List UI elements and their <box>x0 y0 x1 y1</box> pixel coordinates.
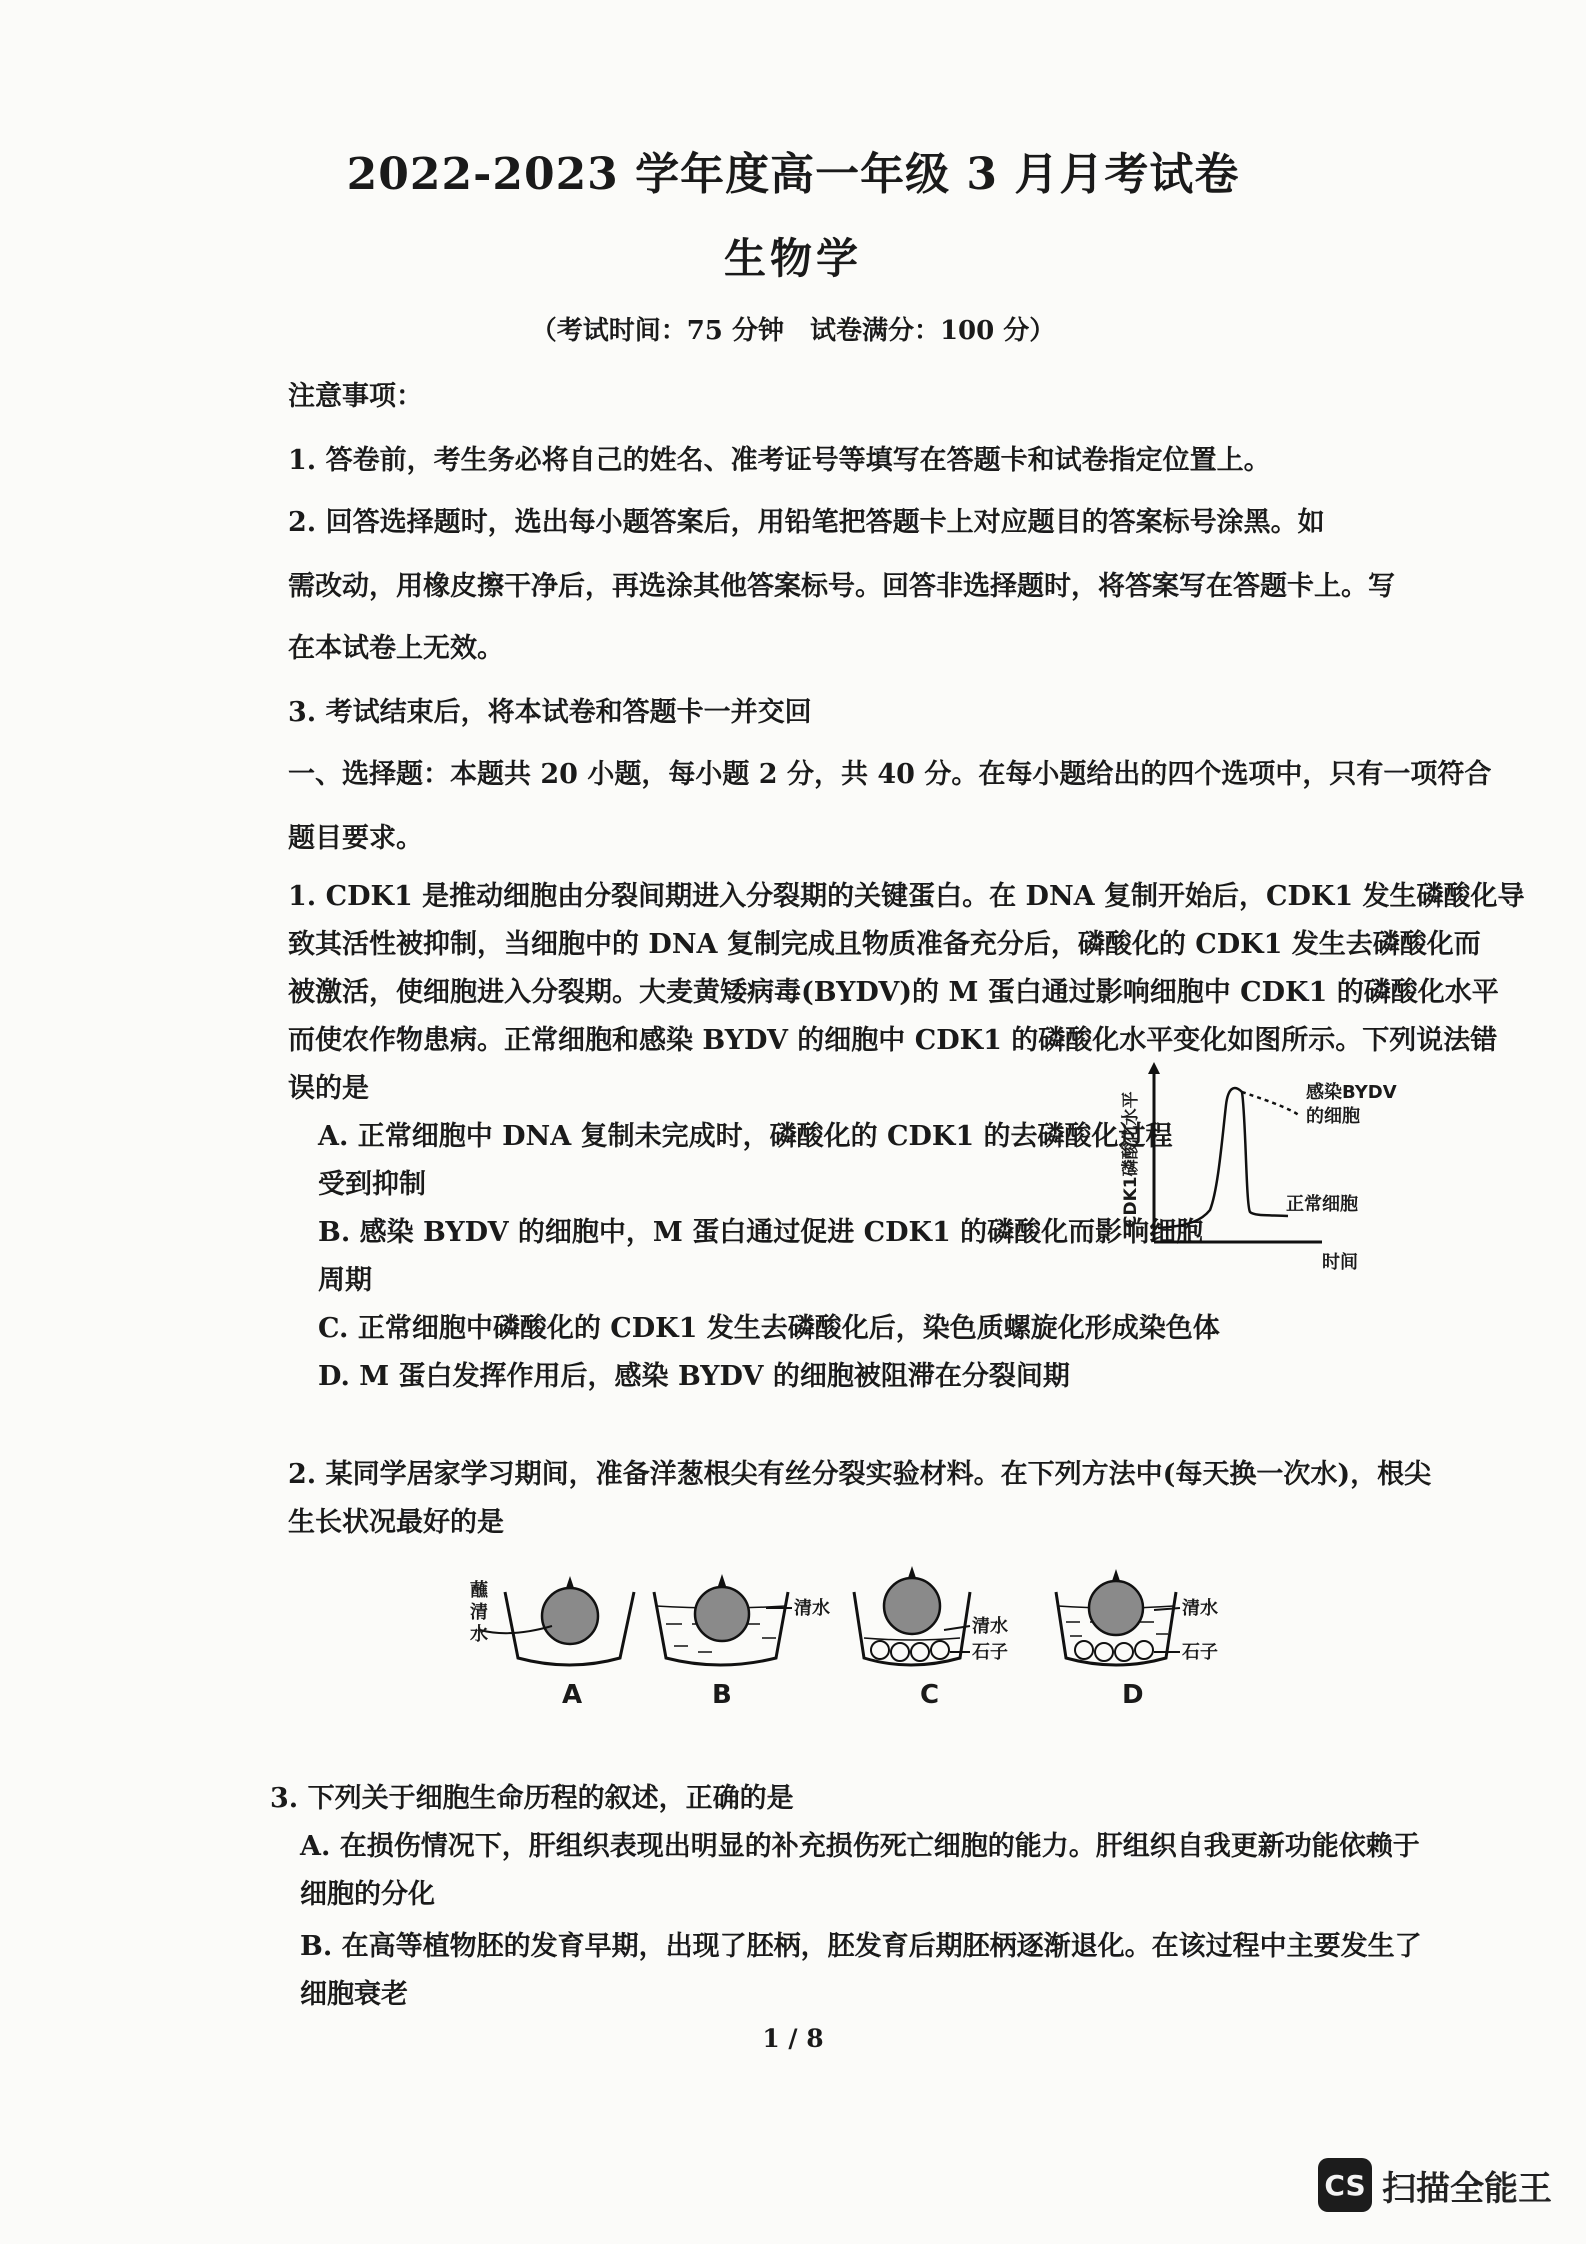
label-d-water: 清水 <box>1182 1598 1218 1619</box>
q1-stem-line: 被激活，使细胞进入分裂期。大麦黄矮病毒(BYDV)的 M 蛋白通过影响细胞中 CDK1 的磷酸化水平 <box>288 977 1499 1008</box>
caption-c: C <box>920 1680 940 1710</box>
notice-line: 需改动，用橡皮擦干净后，再选涂其他答案标号。回答非选择题时，将答案写在答题卡上。写 <box>288 571 1395 602</box>
label-a-1: 蘸 <box>470 1580 488 1601</box>
q3-option-a-cont: 细胞的分化 <box>300 1879 435 1910</box>
q3-option-a: A. 在损伤情况下，肝组织表现出明显的补充损伤死亡细胞的能力。肝组织自我更新功能依赖于 <box>300 1831 1420 1862</box>
label-d-stone: 石子 <box>1182 1642 1218 1663</box>
q3-option-b-cont: 细胞衰老 <box>300 1979 408 2010</box>
exam-info: （考试时间：75 分钟 试卷满分：100 分） <box>530 316 1056 346</box>
beaker-d <box>1056 1569 1218 1710</box>
beaker-b <box>654 1574 830 1710</box>
beaker-a <box>470 1576 634 1710</box>
graph-x-label: 时间 <box>1322 1252 1358 1273</box>
q3-option-b: B. 在高等植物胚的发育早期，出现了胚柄，胚发育后期胚柄逐渐退化。在该过程中主要发生了 <box>300 1931 1422 1962</box>
q1-option-a-cont: 受到抑制 <box>318 1169 426 1200</box>
q1-stem-line: 1. CDK1 是推动细胞由分裂间期进入分裂期的关键蛋白。在 DNA 复制开始后，CDK1 发生磷酸化导 <box>288 881 1525 912</box>
beaker-c <box>854 1566 1008 1710</box>
q2-figure <box>460 1548 1260 1718</box>
q1-option-b: B. 感染 BYDV 的细胞中，M 蛋白通过促进 CDK1 的磷酸化而影响细胞 <box>318 1217 1204 1248</box>
graph-infected-label: 感染BYDV <box>1306 1082 1397 1103</box>
scanner-watermark <box>1318 2158 1552 2212</box>
notice-line: 在本试卷上无效。 <box>288 633 504 664</box>
caption-a: A <box>562 1680 583 1710</box>
graph-normal-label: 正常细胞 <box>1286 1194 1358 1215</box>
q3-stem: 3. 下列关于细胞生命历程的叙述，正确的是 <box>270 1783 794 1814</box>
q1-option-a: A. 正常细胞中 DNA 复制未完成时，磷酸化的 CDK1 的去磷酸化过程 <box>318 1121 1173 1152</box>
graph-infected-label-2: 的细胞 <box>1306 1106 1360 1127</box>
q1-stem-line: 误的是 <box>288 1073 369 1104</box>
scanner-app-name: 扫描全能王 <box>1382 2168 1552 2209</box>
label-c-stone: 石子 <box>972 1642 1008 1663</box>
section-heading: 一、选择题：本题共 20 小题，每小题 2 分，共 40 分。在每小题给出的四个选项中，只有一项符合 <box>288 759 1492 790</box>
q2-stem-line: 2. 某同学居家学习期间，准备洋葱根尖有丝分裂实验材料。在下列方法中(每天换一次水)，根尖 <box>288 1459 1432 1490</box>
caption-b: B <box>712 1680 732 1710</box>
q1-stem-line: 致其活性被抑制，当细胞中的 DNA 复制完成且物质准备充分后，磷酸化的 CDK1 发生去磷酸化而 <box>288 929 1481 960</box>
infected-cell-curve <box>1242 1092 1300 1116</box>
q1-option-c: C. 正常细胞中磷酸化的 CDK1 发生去磷酸化后，染色质螺旋化形成染色体 <box>318 1313 1220 1344</box>
notice-line: 3. 考试结束后，将本试卷和答题卡一并交回 <box>288 697 812 728</box>
q2-stem-line: 生长状况最好的是 <box>288 1507 504 1538</box>
notice-line: 2. 回答选择题时，选出每小题答案后，用铅笔把答题卡上对应题目的答案标号涂黑。如 <box>288 507 1325 538</box>
y-axis-arrow-icon <box>1148 1062 1160 1074</box>
q1-option-d: D. M 蛋白发挥作用后，感染 BYDV 的细胞被阻滞在分裂间期 <box>318 1361 1070 1392</box>
notice-line: 1. 答卷前，考生务必将自己的姓名、准考证号等填写在答题卡和试卷指定位置上。 <box>288 445 1271 476</box>
q1-stem-line: 而使农作物患病。正常细胞和感染 BYDV 的细胞中 CDK1 的磷酸化水平变化如图所示。下列说法错 <box>288 1025 1498 1056</box>
normal-cell-curve <box>1158 1088 1288 1228</box>
section-heading: 题目要求。 <box>288 823 423 854</box>
page-number: 1 / 8 <box>762 2024 824 2053</box>
q1-graph <box>1110 1060 1410 1280</box>
graph-y-label: CDK1磷酸化水平 <box>1121 1091 1141 1228</box>
label-b-water: 清水 <box>794 1598 830 1619</box>
q1-option-b-cont: 周期 <box>318 1265 372 1296</box>
label-a-2: 清 <box>470 1602 488 1623</box>
caption-d: D <box>1122 1680 1144 1710</box>
exam-title: 2022-2023 学年度高一年级 3 月月考试卷 <box>346 149 1240 200</box>
label-c-water: 清水 <box>972 1616 1008 1637</box>
notice-heading: 注意事项： <box>288 381 423 412</box>
cs-logo-icon: CS <box>1318 2158 1372 2212</box>
subject-title: 生物学 <box>723 234 862 283</box>
label-a-3: 水 <box>470 1624 488 1645</box>
